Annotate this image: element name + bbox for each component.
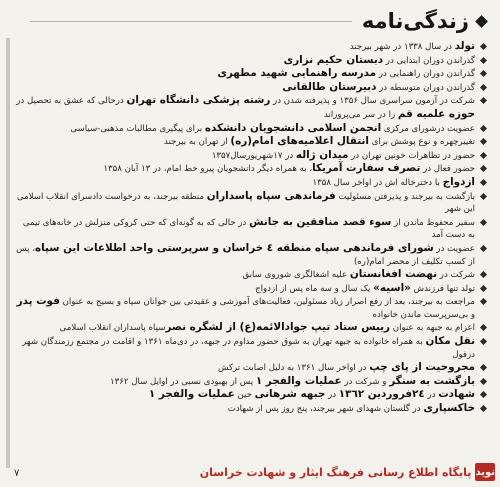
bold-text: عملیات والفجر ۱ [148,388,235,401]
bold-text: رشته پزشکی دانشگاه تهران [126,94,271,107]
bold-text: دبیرستان طالقانی [282,80,377,93]
page-title: زندگی‌نامه [361,9,469,33]
bold-text: جبهه شرهانی [254,388,326,401]
item-text: در سال ۱۳۳۸ در شهر بیرجند [349,42,455,52]
item-text: با دخترخاله اش در اواخر سال ۱۳۵۸ [312,177,443,188]
watermark-logo: نوید [475,463,495,481]
bullet-icon [480,338,487,345]
bold-text: فرماندهی سپاه پاسداران [206,189,336,202]
title-rule [30,21,352,22]
bullet-icon [480,70,487,77]
bold-text: رییس ستاد تیپ جوادالائمه(ع) از لشگره نصر [165,321,391,334]
item-text: ، پس از کسب تکلیف از محضر امام(ره) [16,243,475,267]
bold-text: ۲٤فروردین ۱۳٦۲ [338,388,425,401]
item-text: مراجعت به بیرجند، بعد از رفع اصرار زیاد مسئولین، فعالیت‌های آموزشی و عقیدتی بین جوانان سپاه و بسیج به عنوان [59,297,475,308]
bullet-icon [480,125,487,132]
bold-text: شورای فرماندهی سپاه منطقه ٤ خراسان و سرپرستی واحد اطلاعات این سپاه [34,241,434,254]
item-text: حین [234,390,255,401]
item-text: پس از بهبودی نسبی در اوایل سال ۱۳۶۲ [110,376,256,387]
bullet-icon [480,405,487,412]
bold-text: «اسیه» [373,281,411,294]
list-item [16,190,486,216]
item-text: درحالی که عشق به تحصیل در [16,96,127,107]
list-item [16,402,486,416]
bold-text: سوء قصد منافقین به جانش [249,215,392,228]
list-item [16,388,486,402]
item-text: از تهران به بیرجند [163,137,231,148]
page-border [6,38,10,468]
item-text: تغییرچهره و نوع پوشش برای [369,137,475,148]
item-text: شرکت در [437,270,475,281]
bold-text: تولد [454,40,475,52]
watermark [199,463,495,481]
bold-text: دبستان حکیم نزاری [283,53,384,66]
list-item [16,94,486,121]
watermark-text: پایگاه اطلاع رسانی فرهنگ ایثار و شهادت خراسان [199,465,472,479]
list-item [16,40,486,54]
bullet-icon [480,179,487,186]
item-text: در [325,390,339,401]
list-item [16,149,486,163]
item-text: یک سال و سه ماه پس از ازدواج [255,283,374,294]
bold-text: شهادت [438,388,475,401]
bold-text: نقل مکان [425,335,475,348]
section-header [0,6,490,36]
item-text: شرکت در آزمون سراسری سال ۱۳۵۶ و پذیرفته شدن در [270,96,475,107]
bold-text: فوت پدر [16,295,60,308]
list-item [16,162,486,176]
list-item [16,335,486,361]
item-text: منطقه بیرجند، به درخواست دادسرای انقلاب اسلامی این شهر [16,191,475,215]
item-text: را در سر می‌پروراند [323,109,398,120]
bullet-icon [480,219,487,226]
bullet-icon [480,378,487,385]
bold-text: نهضت افغانستان [349,268,438,281]
bullet-icon [480,298,487,305]
item-text: علیه اشغالگری شوروی سابق [242,270,350,281]
bold-text: تصرف سفارت آمریکا [312,162,421,175]
item-text: گذراندن دوران راهنمایی در [376,69,475,80]
item-text: حضور فعال در [420,164,475,175]
item-text: گذراندن دوران متوسطه در [376,82,475,93]
item-text: عضویت درشورای مرکزی [381,123,475,134]
bold-text: خاکسپاری [423,402,475,415]
bullet-icon [480,84,487,91]
item-text: گذراندن دوران ابتدایی در [383,55,475,66]
bold-text: بازگشت به سنگر [389,374,475,387]
item-text: در [424,390,439,401]
bullet-icon [480,152,487,159]
item-text: سپاه پاسداران انقلاب اسلامی [59,323,166,334]
list-item [16,361,486,375]
bullet-icon [480,97,487,104]
item-text: عضویت در [433,243,475,254]
list-item [16,216,486,242]
bullet-icon [480,271,487,278]
item-text: در ۱۷شهریورسال۱۳۵۷ [211,150,296,161]
item-text: بازگشت به بیرجند و پذیرفتن مسئولیت [335,191,475,202]
item-text: برای پیگیری مطالبات مذهبی-سیاسی [70,123,205,134]
bullet-icon [480,57,487,64]
bullet-icon [480,138,487,145]
item-text: اعزام به جبهه به عنوان [390,323,475,334]
item-text: به همراه خانواده به جبهه تهران به شوق حضور مداوم در جبهه، در دی‌ماه ۱۳۶۱ و اقامت در مجتمع رزمندگان شهر دزفول [22,337,475,360]
bullet-icon [480,285,487,292]
item-text: و شرکت در [341,376,390,387]
item-text: در حالی که به گونه‌ای که حتی کروکی منزلش در خانه‌های تیمی به دست آمد [22,217,475,241]
item-text: در اواخر سال ۱۳۶۱ به دلیل اصابت ترکش [217,363,370,374]
bullet-icon [480,43,487,50]
item-text: در گلستان شهدای شهر بیرجند، پنج روز پس از شهادت [227,404,424,415]
bullet-icon [480,364,487,371]
list-item [16,135,486,149]
bold-text: انجمن اسلامی دانشجویان دانشکده [204,121,382,134]
bullet-icon [480,391,487,398]
bold-text: مجروحیت از پای چپ [369,361,475,374]
list-item [16,321,486,335]
list-item [16,81,486,95]
list-item [16,295,486,321]
bold-text: ازدواج [442,175,475,188]
bullet-icon [480,192,487,199]
item-text: حضور در تظاهرات خونین تهران در [348,150,475,161]
list-item [16,282,486,296]
biography-list [16,40,486,416]
bold-text: حوزه علمیه قم [397,107,475,120]
bold-text: مدرسه راهنمایی شهید مطهری [217,67,377,80]
list-item [16,122,486,136]
item-text: و بی‌سرپرست ماندن خانواده [372,309,475,320]
bullet-icon [480,324,487,331]
bold-text: عملیات والفجر ۱ [255,374,342,387]
list-item [16,375,486,389]
bullet-icon [480,245,487,252]
list-item [16,54,486,68]
bold-text: میدان ژاله [295,148,349,161]
page-number: ۷ [14,468,20,479]
bold-text: انتقال اعلامیه‌های امام(ره) [230,135,369,148]
bullet-icon [480,165,487,172]
diamond-bullet-icon [475,15,488,28]
list-item [16,242,486,268]
list-item [16,67,486,81]
item-text: ، به همراه دیگر دانشجویان پیرو خط امام، در ۱۳ آبان ۱۳۵۸ [103,164,313,175]
item-text: سفیر محفوظ ماندن از [391,217,475,228]
list-item [16,268,486,282]
item-text: تولد تنها فرزندش [410,283,475,294]
list-item [16,176,486,190]
